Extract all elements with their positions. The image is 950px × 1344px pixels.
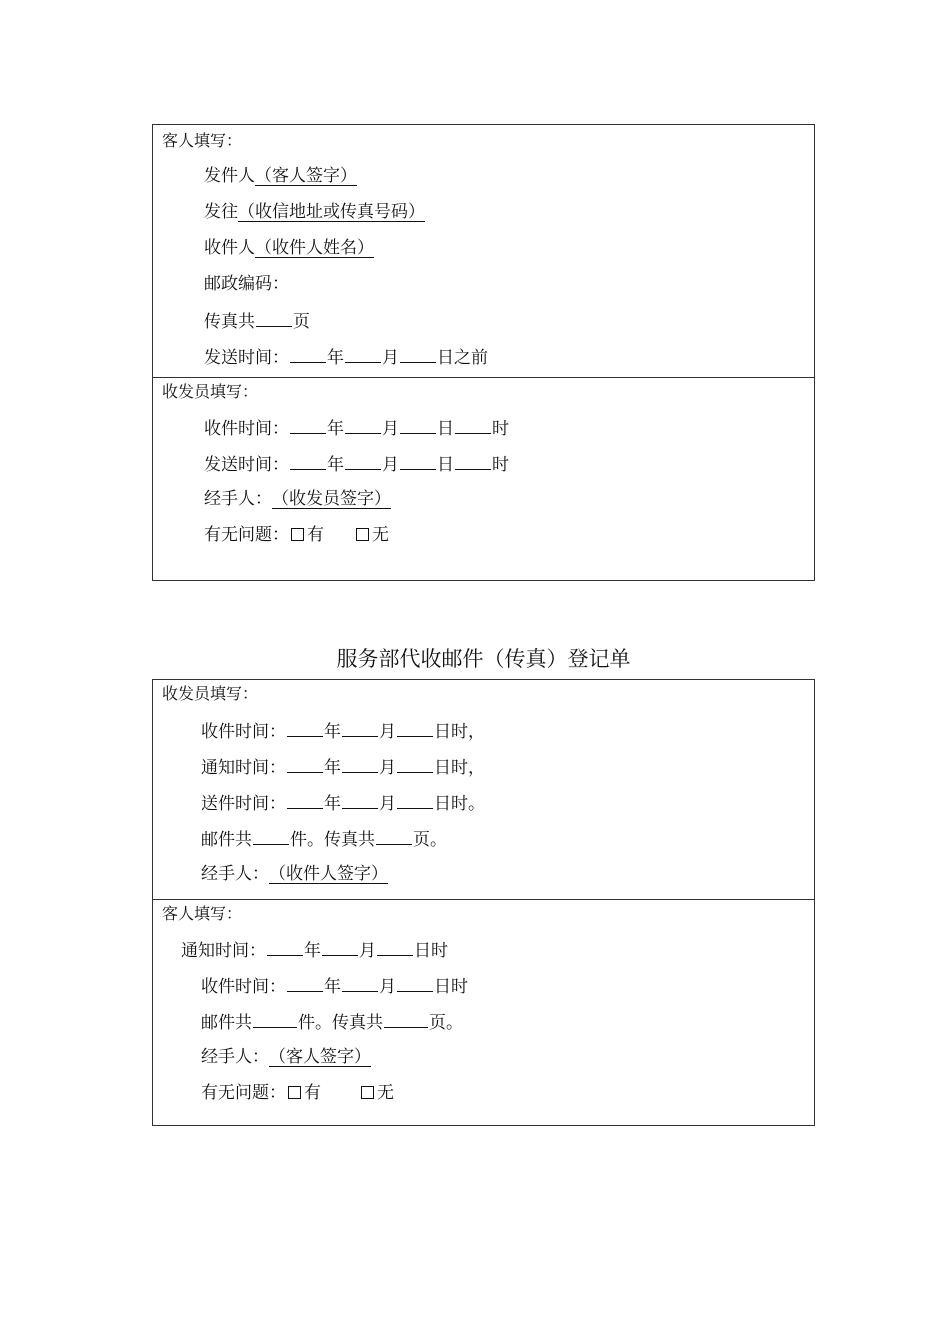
- fax-count-blank[interactable]: [384, 1010, 428, 1028]
- day-blank[interactable]: [400, 452, 436, 470]
- day-blank[interactable]: [400, 416, 436, 434]
- problem-label: 有无问题：: [201, 1083, 286, 1103]
- month-unit: 月: [359, 941, 376, 961]
- fax-count-suffix: 页。: [413, 830, 447, 850]
- month-blank[interactable]: [342, 719, 378, 737]
- year-unit: 年: [327, 455, 344, 475]
- mail-count-blank[interactable]: [253, 827, 289, 845]
- page-title: 服务部代收邮件（传真）登记单: [336, 647, 631, 671]
- year-unit: 年: [324, 794, 341, 814]
- problem-row: [201, 1082, 394, 1104]
- day-blank[interactable]: [397, 791, 433, 809]
- no-checkbox[interactable]: [361, 1086, 374, 1099]
- receive-time-row: [204, 416, 509, 440]
- day-unit: 日: [437, 455, 454, 475]
- fax-count-blank[interactable]: [376, 827, 412, 845]
- day-before-unit: 日之前: [437, 348, 488, 368]
- mail-count-prefix: 邮件共: [201, 1013, 252, 1033]
- receive-time-row: [201, 719, 485, 743]
- notify-time-row: [201, 755, 485, 779]
- section-header: 客人填写：: [162, 131, 243, 150]
- hour-blank[interactable]: [455, 416, 491, 434]
- send-to-field[interactable]: （收信地址或传真号码）: [238, 202, 425, 222]
- month-blank[interactable]: [342, 791, 378, 809]
- form1-clerk-section: [153, 377, 814, 580]
- send-time-label: 发送时间：: [204, 455, 289, 475]
- section-header: 收发员填写：: [162, 382, 259, 401]
- day-hour-unit: 日时，: [434, 758, 485, 778]
- receive-time-label: 收件时间：: [201, 977, 286, 997]
- form-1: [152, 124, 815, 581]
- fax-count-prefix: 件。传真共: [298, 1013, 383, 1033]
- handler-signature-field[interactable]: （收发员签字）: [272, 489, 391, 509]
- hour-blank[interactable]: [455, 452, 491, 470]
- sender-signature-field[interactable]: （客人签字）: [255, 166, 357, 186]
- day-blank[interactable]: [397, 974, 433, 992]
- form1-customer-section: [153, 125, 814, 377]
- year-unit: 年: [327, 419, 344, 439]
- send-time-row: [204, 345, 488, 369]
- yes-label: 有: [304, 1083, 321, 1103]
- fax-pages-blank[interactable]: [256, 309, 292, 327]
- day-blank[interactable]: [377, 938, 413, 956]
- yes-checkbox[interactable]: [288, 1086, 301, 1099]
- mail-count-blank[interactable]: [253, 1010, 297, 1028]
- recipient-row: [204, 237, 374, 259]
- month-unit: 月: [382, 455, 399, 475]
- fax-pages-suffix: 页: [293, 312, 310, 332]
- day-hour-unit: 日时，: [434, 722, 485, 742]
- day-blank[interactable]: [400, 345, 436, 363]
- handler-signature-field[interactable]: （客人签字）: [269, 1047, 371, 1067]
- month-unit: 月: [382, 348, 399, 368]
- year-blank[interactable]: [287, 974, 323, 992]
- notify-time-label: 通知时间：: [201, 758, 286, 778]
- month-unit: 月: [379, 722, 396, 742]
- yes-label: 有: [307, 525, 324, 545]
- receive-time-label: 收件时间：: [204, 419, 289, 439]
- month-unit: 月: [382, 419, 399, 439]
- month-blank[interactable]: [322, 938, 358, 956]
- month-blank[interactable]: [345, 416, 381, 434]
- form2-customer-section: [153, 899, 814, 1125]
- handler-label: 经手人：: [204, 489, 272, 509]
- year-unit: 年: [324, 758, 341, 778]
- day-unit: 日: [437, 419, 454, 439]
- year-unit: 年: [304, 941, 321, 961]
- send-to-label: 发往: [204, 202, 238, 222]
- send-to-row: [204, 201, 425, 223]
- year-blank[interactable]: [290, 416, 326, 434]
- handler-row: [201, 863, 388, 885]
- receive-time-row: [201, 974, 468, 998]
- recipient-name-field[interactable]: （收件人姓名）: [255, 238, 374, 258]
- no-checkbox[interactable]: [356, 528, 369, 541]
- form2-clerk-section: [153, 680, 814, 899]
- fax-count-prefix: 件。传真共: [290, 830, 375, 850]
- sender-label: 发件人: [204, 166, 255, 186]
- year-blank[interactable]: [267, 938, 303, 956]
- year-blank[interactable]: [290, 452, 326, 470]
- year-blank[interactable]: [287, 719, 323, 737]
- form-2: [152, 679, 815, 1126]
- receive-time-label: 收件时间：: [201, 722, 286, 742]
- day-hour-unit: 日时: [414, 941, 448, 961]
- send-time-label: 发送时间：: [204, 348, 289, 368]
- notify-time-label: 通知时间：: [181, 941, 266, 961]
- handler-label: 经手人：: [201, 864, 269, 884]
- handler-row: [201, 1046, 371, 1068]
- year-unit: 年: [324, 977, 341, 997]
- problem-label: 有无问题：: [204, 525, 289, 545]
- hour-unit: 时: [492, 419, 509, 439]
- mail-count-row: [201, 827, 447, 851]
- mail-count-prefix: 邮件共: [201, 830, 252, 850]
- postcode-label: 邮政编码：: [204, 274, 289, 294]
- month-blank[interactable]: [342, 755, 378, 773]
- year-blank[interactable]: [287, 791, 323, 809]
- fax-count-suffix: 页。: [429, 1013, 463, 1033]
- fax-pages-prefix: 传真共: [204, 312, 255, 332]
- day-hour-unit: 日时: [434, 977, 468, 997]
- send-time-row: [204, 452, 509, 476]
- month-blank[interactable]: [342, 974, 378, 992]
- handler-label: 经手人：: [201, 1047, 269, 1067]
- notify-time-row: [181, 938, 448, 962]
- no-label: 无: [377, 1083, 394, 1103]
- handler-row: [204, 488, 391, 510]
- section-header: 收发员填写：: [162, 684, 259, 703]
- yes-checkbox[interactable]: [291, 528, 304, 541]
- year-blank[interactable]: [287, 755, 323, 773]
- handler-signature-field[interactable]: （收件人签字）: [269, 864, 388, 884]
- section-header: 客人填写：: [162, 904, 243, 923]
- deliver-time-row: [201, 791, 485, 815]
- no-label: 无: [372, 525, 389, 545]
- recipient-label: 收件人: [204, 238, 255, 258]
- day-hour-unit: 日时。: [434, 794, 485, 814]
- problem-row: [204, 524, 389, 546]
- hour-unit: 时: [492, 455, 509, 475]
- month-blank[interactable]: [345, 452, 381, 470]
- day-blank[interactable]: [397, 719, 433, 737]
- sender-row: [204, 165, 357, 187]
- year-unit: 年: [327, 348, 344, 368]
- month-unit: 月: [379, 794, 396, 814]
- year-unit: 年: [324, 722, 341, 742]
- day-blank[interactable]: [397, 755, 433, 773]
- month-blank[interactable]: [345, 345, 381, 363]
- mail-count-row: [201, 1010, 463, 1034]
- month-unit: 月: [379, 758, 396, 778]
- deliver-time-label: 送件时间：: [201, 794, 286, 814]
- year-blank[interactable]: [290, 345, 326, 363]
- fax-pages-row: [204, 309, 310, 333]
- month-unit: 月: [379, 977, 396, 997]
